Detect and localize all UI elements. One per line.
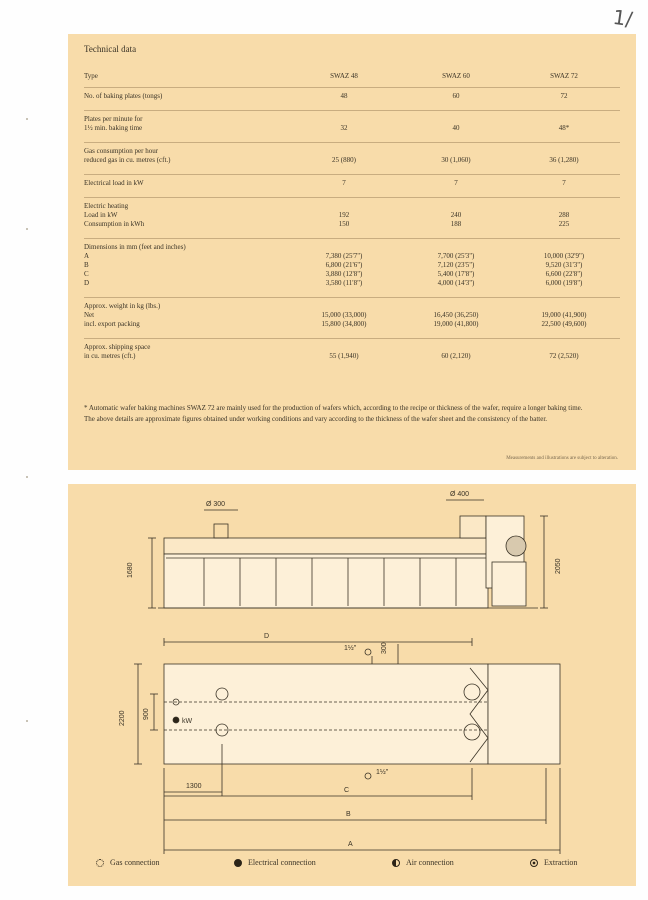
row-value-line: 9,520 (31'3") — [545, 261, 583, 269]
row-value — [514, 115, 614, 133]
dim-2050: 2050 — [555, 558, 562, 574]
row-label-line: Plates per minute for — [84, 115, 143, 123]
row-value-line — [406, 302, 506, 311]
electrical-connection-icon — [234, 859, 242, 867]
gas-connection-icon — [96, 859, 104, 867]
row-value-line: 19,000 (41,800) — [433, 320, 479, 328]
row-value-line: 36 (1,280) — [549, 156, 579, 164]
row-value — [294, 202, 394, 229]
row-label-line: No. of baking plates (tongs) — [84, 92, 163, 100]
row-value-line: 48* — [558, 124, 570, 132]
row-value — [514, 243, 614, 288]
row-label-line: Load in kW — [84, 211, 118, 219]
row-label-line: reduced gas in cu. metres (cft.) — [84, 156, 171, 164]
extraction-chimney — [460, 516, 486, 538]
row-value-line: 240 — [450, 211, 462, 219]
plan-outline — [164, 664, 488, 764]
row-label-line: in cu. metres (cft.) — [84, 352, 136, 360]
row-divider — [84, 174, 620, 175]
row-value-line: 7,120 (23'5") — [437, 261, 475, 269]
row-value-line: 6,000 (19'8") — [545, 279, 583, 287]
drawing-panel — [68, 484, 636, 886]
type-label: Type — [84, 72, 98, 80]
row-divider — [84, 338, 620, 339]
row-value-line — [294, 302, 394, 311]
dim-300-plan: 300 — [381, 642, 388, 654]
row-divider — [84, 238, 620, 239]
gas-size-top: 1½" — [344, 645, 357, 652]
row-value-line: 22,500 (49,600) — [541, 320, 587, 328]
row-value-line: 60 — [452, 92, 460, 100]
row-value — [294, 343, 394, 361]
row-label-line: Approx. shipping space — [84, 343, 151, 351]
row-value — [406, 179, 506, 188]
row-value — [406, 115, 506, 133]
row-label-line: C — [84, 270, 89, 278]
row-label-line: Electrical load in kW — [84, 179, 144, 187]
machine-body — [164, 554, 488, 608]
row-label — [84, 343, 284, 361]
footnote-paragraph: The above details are approximate figures obtained under working conditions and vary according to the thickness of the wafer sheet and the consistency of the batter. — [84, 415, 548, 423]
row-value-line: 7 — [454, 179, 458, 187]
row-value-line: 192 — [338, 211, 350, 219]
motor-unit — [506, 536, 526, 556]
row-value — [406, 92, 506, 101]
column-header: SWAZ 60 — [442, 72, 470, 80]
dim-1300: 1300 — [186, 783, 202, 790]
row-value-line: 15,000 (33,000) — [321, 311, 367, 319]
gas-connection-port — [365, 773, 371, 779]
dim-B: B — [346, 811, 351, 818]
row-value-line — [406, 243, 506, 252]
row-value-line: 3,880 (12'8") — [325, 270, 363, 278]
row-value-line — [294, 202, 394, 211]
legend-label: Gas connection — [110, 858, 160, 867]
row-value — [294, 302, 394, 329]
electric-connection-symbol — [173, 717, 179, 723]
row-divider — [84, 297, 620, 298]
technical-data-panel — [68, 34, 636, 470]
row-value — [406, 147, 506, 165]
row-value-line: 4,000 (14'3") — [437, 279, 475, 287]
margin-speck — [26, 476, 28, 478]
row-value — [514, 202, 614, 229]
row-value-line: 15,800 (34,800) — [321, 320, 367, 328]
legend-label: Electrical connection — [248, 858, 316, 867]
row-label — [84, 115, 284, 133]
row-value — [294, 147, 394, 165]
row-value-line: 72 — [560, 92, 568, 100]
machine-top-casing — [164, 538, 488, 554]
row-label-line: D — [84, 279, 90, 287]
legend-item-electrical — [234, 858, 316, 867]
dim-2200: 2200 — [119, 710, 126, 726]
row-value — [514, 343, 614, 361]
row-value — [294, 92, 394, 101]
row-divider — [84, 87, 620, 88]
row-value-line — [406, 147, 506, 156]
air-connection-icon — [392, 859, 400, 867]
row-label — [84, 179, 284, 188]
row-label-line: Electric heating — [84, 202, 129, 210]
legend-label: Air connection — [406, 858, 454, 867]
row-value-line: 6,800 (21'6") — [325, 261, 363, 269]
row-divider — [84, 110, 620, 111]
row-label-line: Consumption in kWh — [84, 220, 145, 228]
row-label — [84, 92, 284, 101]
row-value-line — [294, 147, 394, 156]
row-label-line: Approx. weight in kg (lbs.) — [84, 302, 161, 310]
margin-speck — [26, 228, 28, 230]
legend-label: Extraction — [544, 858, 578, 867]
row-value-line — [406, 343, 506, 352]
row-value-line — [406, 202, 506, 211]
row-value-line — [294, 243, 394, 252]
row-value-line: 19,000 (41,900) — [541, 311, 587, 319]
row-value-line: 7 — [342, 179, 346, 187]
row-value-line — [514, 202, 614, 211]
dim-900: 900 — [143, 708, 150, 720]
row-label — [84, 147, 284, 165]
control-cabinet — [492, 562, 526, 606]
dim-400: Ø 400 — [450, 491, 470, 498]
row-value — [406, 343, 506, 361]
row-value-line: 225 — [558, 220, 570, 228]
dim-D: D — [264, 633, 270, 640]
dim-300: Ø 300 — [206, 501, 226, 508]
row-value-line — [294, 115, 394, 124]
row-value-line — [294, 343, 394, 352]
row-value-line: 288 — [558, 211, 570, 219]
row-value — [406, 202, 506, 229]
row-label — [84, 243, 284, 288]
row-divider — [84, 197, 620, 198]
row-value-line — [514, 147, 614, 156]
legend — [68, 858, 636, 874]
row-label-line: Net — [84, 311, 95, 319]
row-value — [406, 302, 506, 329]
legend-item-air — [392, 858, 454, 867]
row-label — [84, 202, 284, 229]
row-value — [294, 115, 394, 133]
row-value-line: 7 — [562, 179, 566, 187]
row-value-line: 188 — [450, 220, 462, 228]
row-value-line: 10,000 (32'9") — [543, 252, 585, 260]
row-value-line: 5,400 (17'8") — [437, 270, 475, 278]
margin-speck — [26, 118, 28, 120]
dim-A: A — [348, 841, 353, 848]
row-value — [406, 243, 506, 288]
row-label-line: 1½ min. baking time — [84, 124, 143, 132]
margin-speck — [26, 720, 28, 722]
column-header: SWAZ 72 — [550, 72, 578, 80]
row-value-line — [514, 343, 614, 352]
row-value — [514, 179, 614, 188]
row-value-line: 30 (1,060) — [441, 156, 471, 164]
row-value-line: 25 (880) — [332, 156, 356, 164]
dim-C: C — [344, 787, 350, 794]
row-value-line — [514, 302, 614, 311]
row-label-line: incl. export packing — [84, 320, 140, 328]
row-value-line: 40 — [452, 124, 460, 132]
machine-drawing — [68, 484, 636, 864]
row-value-line: 7,380 (25'7") — [325, 252, 363, 260]
row-value-line — [514, 115, 614, 124]
row-value — [294, 179, 394, 188]
row-value-line: 32 — [340, 124, 348, 132]
row-value — [294, 243, 394, 288]
row-value-line: 72 (2,520) — [549, 352, 579, 360]
row-value — [514, 147, 614, 165]
legend-item-gas — [96, 858, 160, 867]
footnote — [84, 404, 620, 426]
row-value — [514, 302, 614, 329]
row-divider — [84, 142, 620, 143]
technical-data-title: Technical data — [84, 44, 137, 54]
row-label — [84, 302, 284, 329]
air-vent-stack — [214, 524, 228, 538]
row-value — [514, 92, 614, 101]
row-label-line: Gas consumption per hour — [84, 147, 159, 155]
row-value-line: 6,600 (22'8") — [545, 270, 583, 278]
row-value-line: 55 (1,940) — [329, 352, 359, 360]
row-label-line: A — [84, 252, 90, 260]
row-label-line: B — [84, 261, 89, 269]
extraction-icon — [530, 859, 538, 867]
legend-item-extraction — [530, 858, 577, 867]
row-label-line: Dimensions in mm (feet and inches) — [84, 243, 186, 251]
row-value-line — [406, 115, 506, 124]
row-value-line: 3,580 (11'8") — [325, 279, 363, 287]
row-value-line: 7,700 (25'3") — [437, 252, 475, 260]
kw-label: kW — [182, 718, 193, 725]
handwritten-corner-mark: 1/ — [610, 4, 634, 32]
dim-1680: 1680 — [127, 562, 134, 578]
footnote-paragraph: * Automatic wafer baking machines SWAZ 72 are mainly used for the production of wafers which, according to the recipe or thickness of the wafer, require a longer baking time. — [84, 404, 583, 412]
row-value-line: 150 — [338, 220, 350, 228]
row-value-line — [514, 243, 614, 252]
alteration-notice: Measurements and illustrations are subject to alteration. — [506, 456, 618, 461]
row-value-line: 48 — [340, 92, 348, 100]
gas-connection-port — [365, 649, 371, 655]
row-value-line: 60 (2,120) — [441, 352, 471, 360]
row-value-line: 16,450 (36,250) — [433, 311, 479, 319]
plan-drive-end — [488, 664, 560, 764]
column-header: SWAZ 48 — [330, 72, 358, 80]
gas-size-bottom: 1½" — [376, 769, 389, 776]
